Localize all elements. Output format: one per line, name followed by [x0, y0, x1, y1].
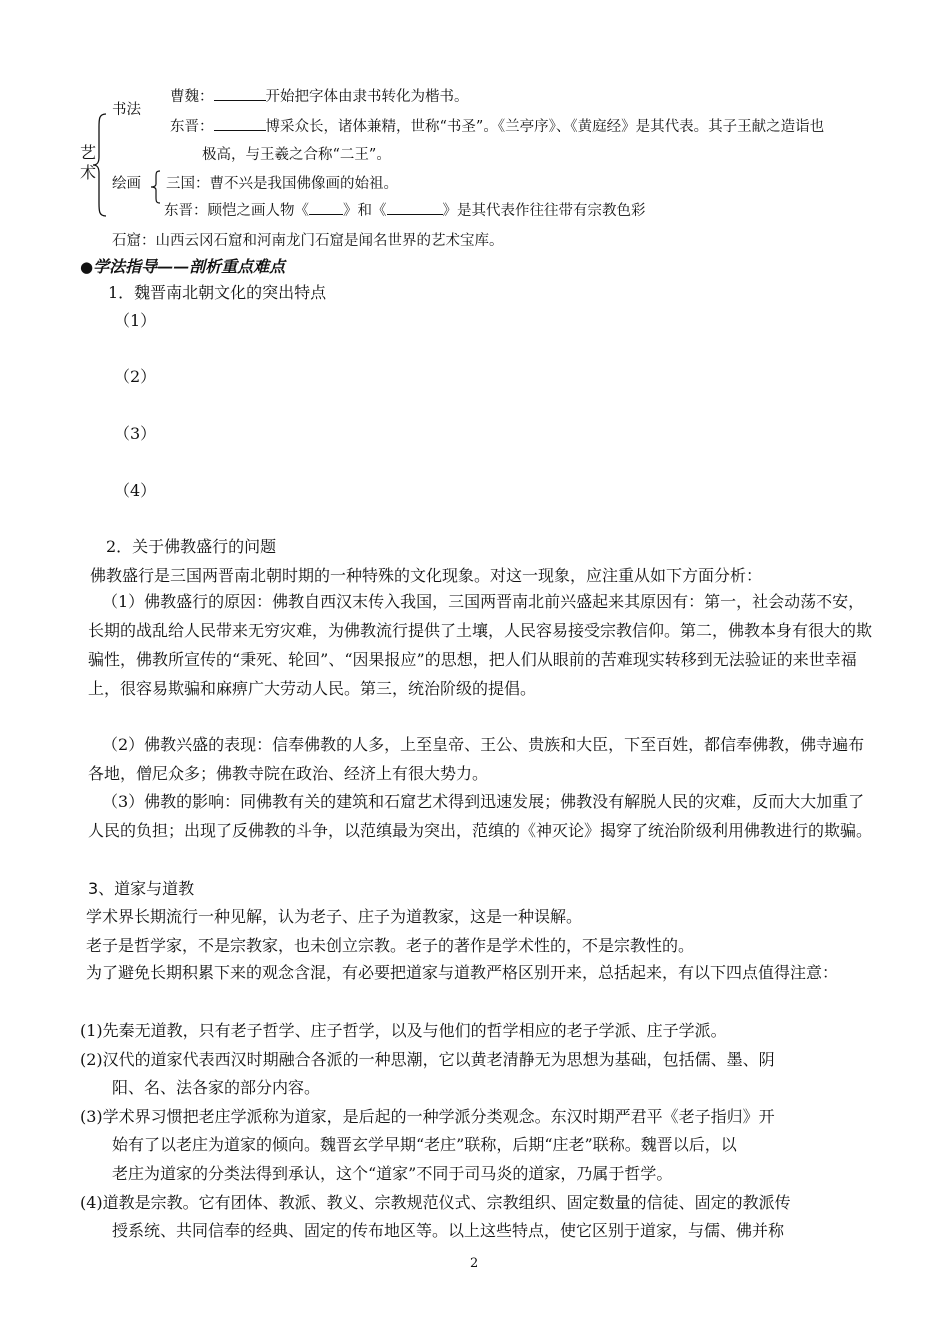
q2-paragraph: （2）佛教兴盛的表现：信奉佛教的人多，上至皇帝、王公、贵族和大臣，下至百姓，都信奉佛教，佛寺遍布各地，僧尼众多；佛教寺院在政治、经济上有很大势力。	[88, 735, 865, 783]
q2-title: 2．关于佛教盛行的问题	[106, 537, 277, 556]
q1-item: （2）	[114, 367, 157, 386]
art-brace-icon	[92, 113, 108, 217]
painting-dongjin: 东晋：顾恺之画人物《 》和《 》是其代表作往往带有宗教色彩	[164, 199, 646, 220]
q3-item-cont: 老庄为道家的分类法得到承认，这个“道家”不同于司马炎的道家，乃属于哲学。	[112, 1164, 673, 1183]
q3-line: 学术界长期流行一种见解，认为老子、庄子为道教家，这是一种误解。	[86, 907, 583, 926]
page-number: 2	[470, 1256, 479, 1271]
fill-blank[interactable]	[214, 116, 266, 131]
q3-item-cont: 阳、名、法各家的部分内容。	[112, 1078, 321, 1097]
q2-intro: 佛教盛行是三国两晋南北朝时期的一种特殊的文化现象。对这一现象，应注重从如下方面分析：	[90, 566, 763, 585]
q2-paragraph: （1）佛教盛行的原因：佛教自西汉末传入我国，三国两晋南北前兴盛起来其原因有：第一，社会动荡不安，长期的战乱给人民带来无穷灾难，为佛教流行提供了土壤，人民容易接受宗教信仰。第二，佛教本身有很大的欺骗性，佛教所宣传的“秉死、轮回”、“因果报应”的思想，把人们从眼前的苦难现实转移到无法验证的来世幸福上，很容易欺骗和麻痹广大劳动人民。第三，统治阶级的提倡。	[88, 592, 873, 698]
q3-item-cont: 授系统、共同信奉的经典、固定的传布地区等。以上这些特点，使它区别于道家，与儒、佛并称	[112, 1221, 785, 1240]
section-heading	[80, 254, 285, 277]
q3-line: 为了避免长期积累下来的观念含混，有必要把道家与道教严格区别开来，总括起来，有以下四点值得注意：	[86, 963, 839, 982]
fill-blank[interactable]	[387, 200, 443, 215]
q2-paragraph: （3）佛教的影响：同佛教有关的建筑和石窟艺术得到迅速发展；佛教没有解脱人民的灾难，反而大大加重了人民的负担；出现了反佛教的斗争，以范缜最为突出，范缜的《神灭论》揭穿了统治阶级利用佛教进行的欺骗。	[88, 792, 873, 840]
q3-item: (2)汉代的道家代表西汉时期融合各派的一种思潮，它以黄老清静无为思想为基础，包括儒、墨、阴	[80, 1050, 775, 1069]
q3-item: (3)学术界习惯把老庄学派称为道家，是后起的一种学派分类观念。东汉时期严君平《老子指归》开	[80, 1107, 775, 1126]
q3-item: (1)先秦无道教，只有老子哲学、庄子哲学，以及与他们的哲学相应的老子学派、庄子学派。	[80, 1021, 727, 1040]
calligraphy-dongjin-cont: 极高，与王羲之合称“二王”。	[202, 147, 391, 163]
calligraphy-label: 书法	[112, 102, 141, 118]
calligraphy-dongjin: 东晋： 博采众长，诸体兼精，世称“书圣”。《兰亭序》、《黄庭经》是其代表。其子王献之造诣也	[170, 115, 824, 136]
calligraphy-caowei: 曹魏： 开始把字体由隶书转化为楷书。	[170, 85, 469, 106]
painting-sanguo: 三国：曹不兴是我国佛像画的始祖。	[166, 176, 398, 192]
q1-item: （3）	[114, 424, 157, 443]
section-title: 学法指导——剖析重点难点	[93, 257, 286, 276]
bullet-icon: ●	[80, 258, 94, 276]
q3-title: 3、道家与道教	[88, 879, 195, 898]
fill-blank[interactable]	[309, 200, 343, 215]
painting-brace-icon	[150, 170, 162, 204]
q3-item: (4)道教是宗教。它有团体、教派、教义、宗教规范仪式、宗教组织、固定数量的信徒、固定的教派传	[80, 1193, 791, 1212]
q3-item-cont: 始有了以老庄为道家的倾向。魏晋玄学早期“老庄”联称，后期“庄老”联称。魏晋以后，以	[112, 1135, 737, 1154]
q1-title: 1．魏晋南北朝文化的突出特点	[108, 283, 327, 302]
art-side-label: 艺术	[80, 143, 97, 182]
fill-blank[interactable]	[214, 86, 266, 101]
q1-item: （4）	[114, 481, 157, 500]
q3-line: 老子是哲学家，不是宗教家，也未创立宗教。老子的著作是学术性的，不是宗教性的。	[86, 936, 695, 955]
q1-item: （1）	[114, 311, 157, 330]
painting-label: 绘画	[112, 176, 141, 192]
grotto-line: 石窟：山西云冈石窟和河南龙门石窟是闻名世界的艺术宝库。	[112, 233, 504, 249]
